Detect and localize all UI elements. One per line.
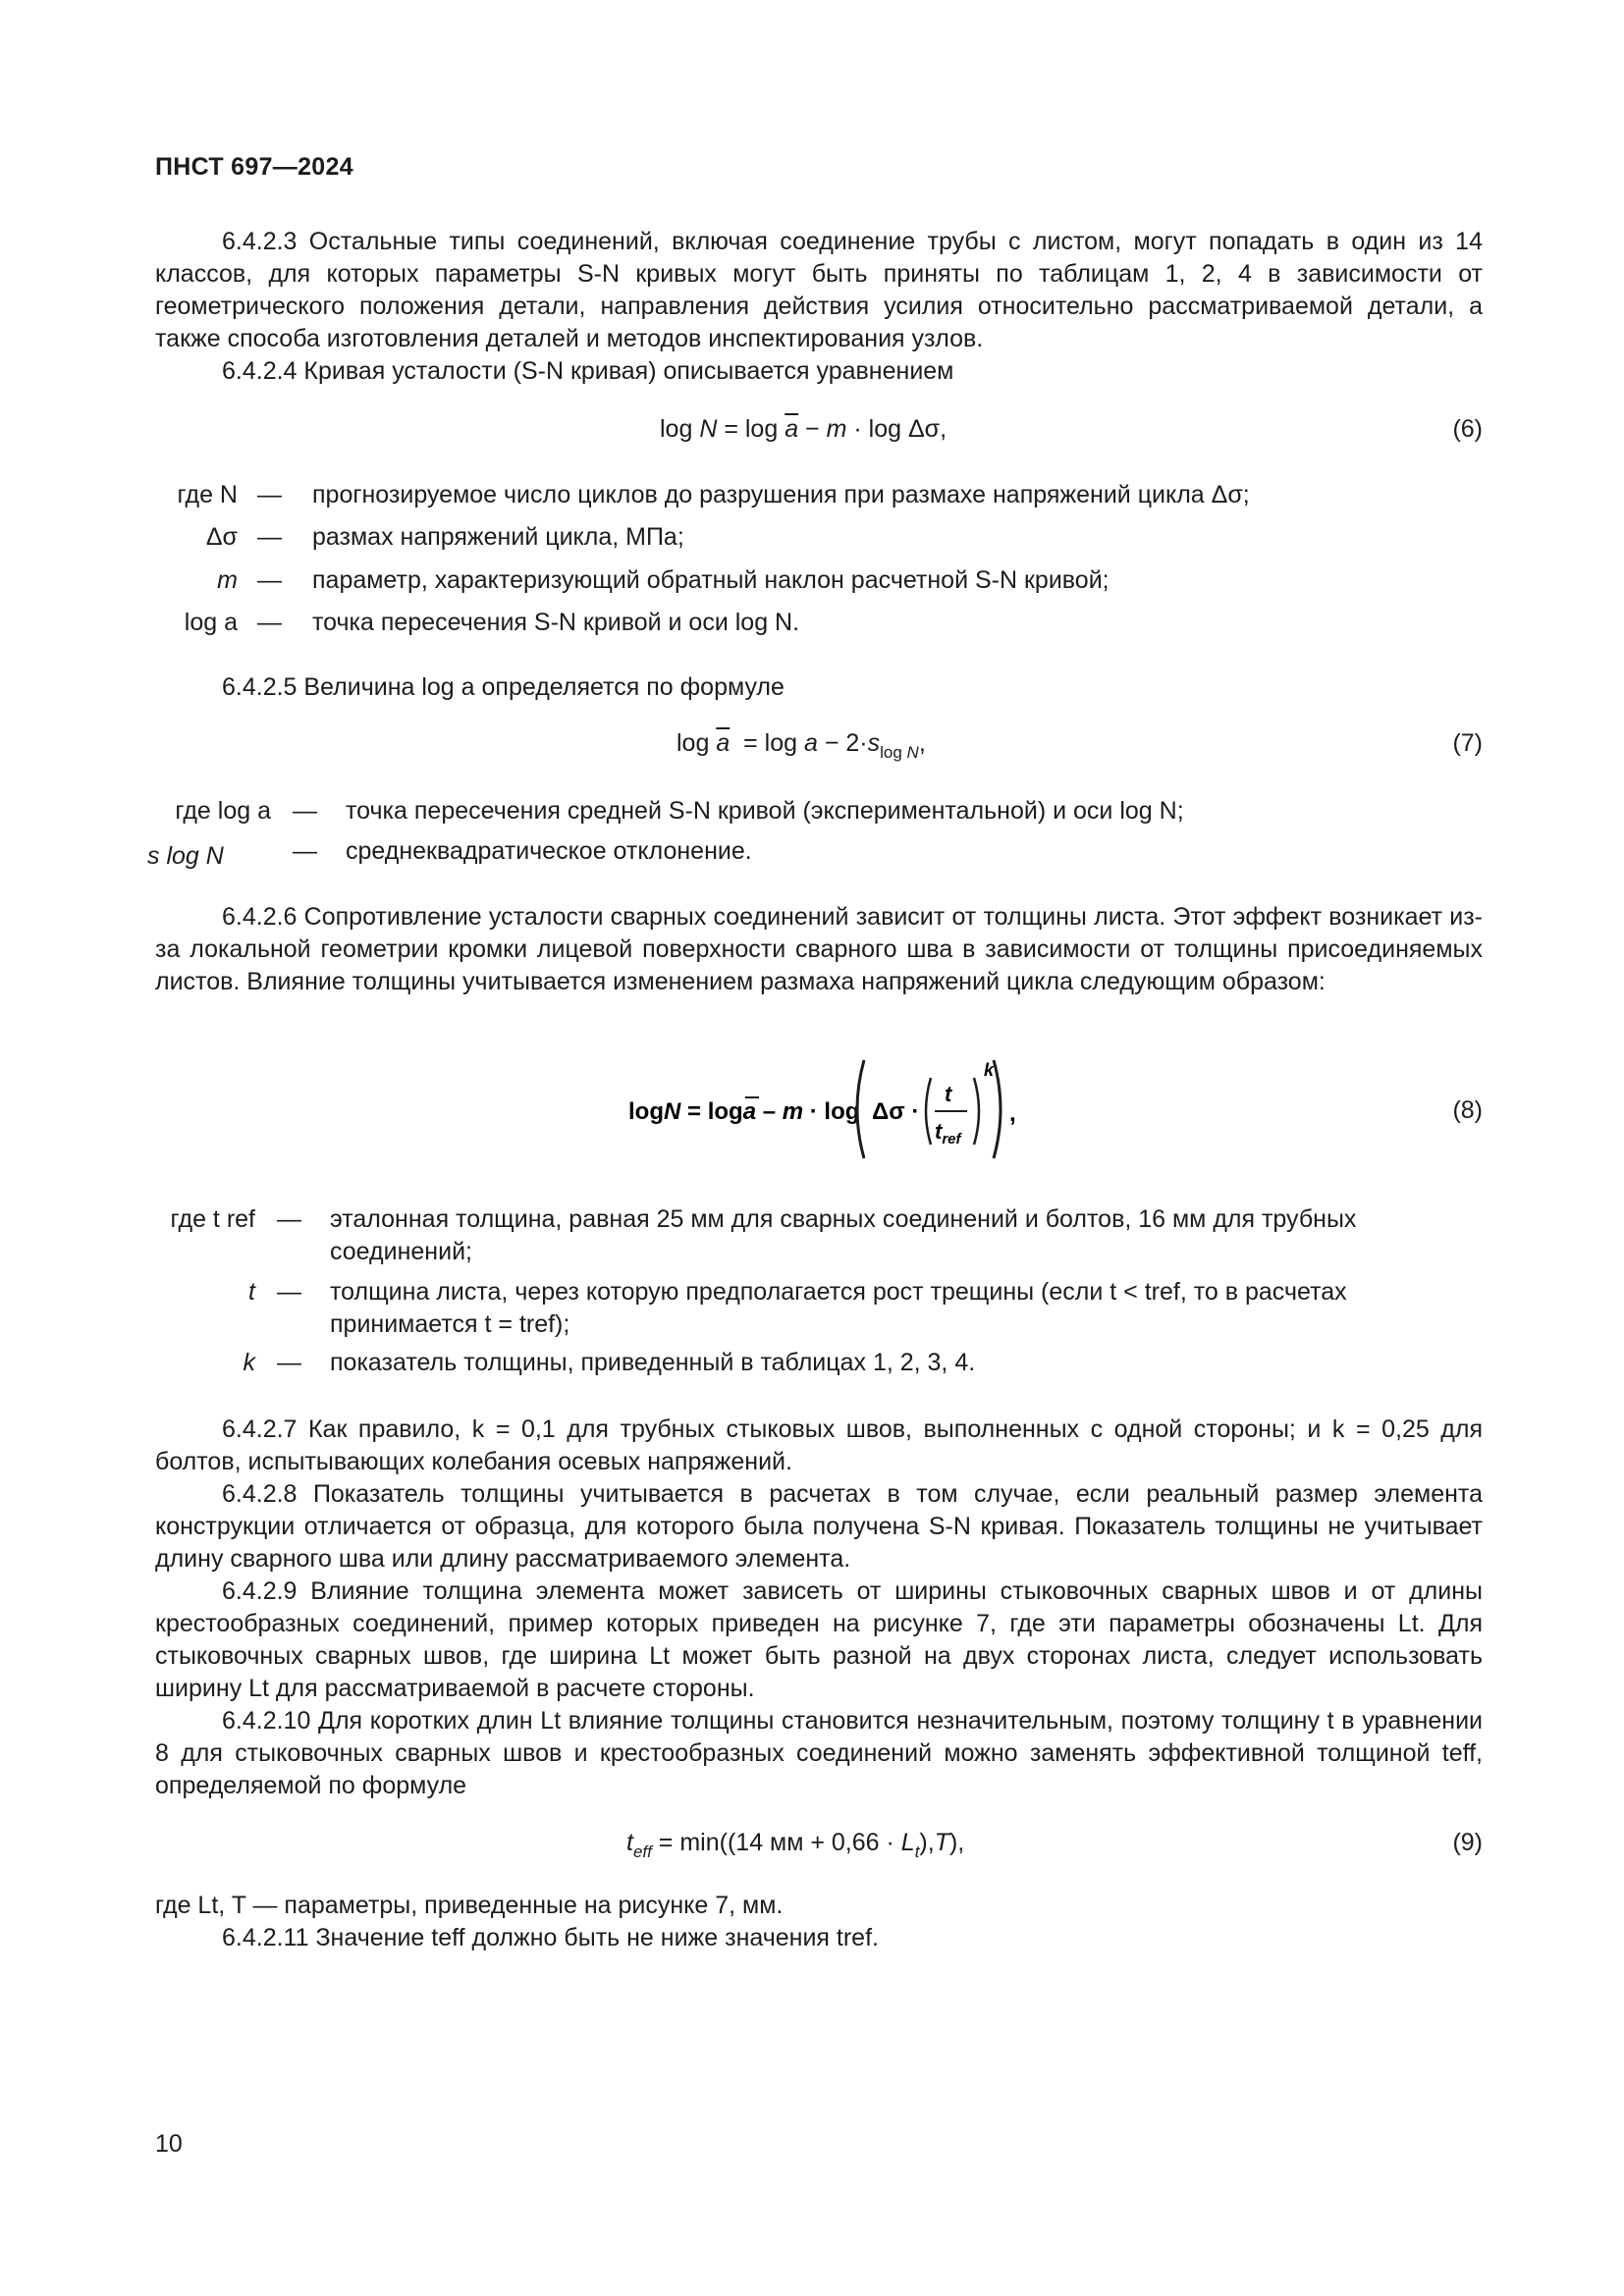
paragraph-6-4-2-4: 6.4.2.4 Кривая усталости (S-N кривая) описывается уравнением [222,357,954,385]
where8-dash: — [277,1278,301,1306]
where6-dash: — [257,481,282,508]
paragraph-6-4-2-11: 6.4.2.11 Значение teff должно быть не ниже значения tref. [222,1924,879,1951]
paragraph-6-4-2-10: 6.4.2.10 Для коротких длин Lt влияние толщины становится незначительным, поэтому толщину t в уравнении 8 для стыковочных сварных швов и крестообразных соединений можно заменять эффективной толщиной teff, определяемой по формуле [155,1707,1483,1799]
where6-def-loga: точка пересечения S-N кривой и оси log N. [312,609,800,636]
where7-label-slogN: s log N [147,842,224,870]
where8-label-tref: где t ref [170,1205,255,1233]
equation-9-number: (9) [1452,1829,1483,1856]
where6-label-loga: log a [184,609,238,636]
where6-label-N: где N [177,481,238,508]
svg-text:Δσ ·: Δσ · [872,1098,920,1125]
where6-dash: — [257,566,282,594]
equation-7: $\log \overline{a} = \log a - 2\cdot s_{log N}$, [677,729,926,762]
where7-label-loga: где log a [175,797,271,825]
where9-text: где Lt, T — параметры, приведенные на рисунке 7, мм. [155,1892,784,1919]
paragraph-6-4-2-7: 6.4.2.7 Как правило, k = 0,1 для трубных стыковых швов, выполненных с одной стороны; и k = 0,25 для болтов, испытывающих колебания осевых напряжений. [155,1415,1483,1475]
where7-dash: — [293,797,317,825]
page-number: 10 [155,2130,183,2158]
equation-9: $t_{eff} = \min((14$ мм + $0,66 \cdot L_t),T$), [626,1829,965,1861]
svg-text:,: , [1009,1100,1016,1127]
paragraph-6-4-2-8: 6.4.2.8 Показатель толщины учитывается в расчетах в том случае, если реальный размер элемента конструкции отличается от образца, для которого была получена S-N кривая. Показатель толщины не учитывает длину сварного шва или длину рассматриваемого элемента. [155,1480,1483,1573]
where8-label-t: t [248,1278,255,1306]
where6-label-m: m [217,566,238,594]
equation-8 [619,1048,1031,1170]
equation-8-number: (8) [1452,1096,1483,1124]
paragraph-6-4-2-3: 6.4.2.3 Остальные типы соединений, включая соединение трубы с листом, могут попадать в один из 14 классов, для которых параметры S-N кривых могут быть приняты по таблицам 1, 2, 4 в зависимости от геометрического положения детали, направления действия усилия относительно рассматриваемой детали, а также способа изготовления деталей и методов инспектирования узлов. [155,228,1483,352]
where6-dash: — [257,523,282,551]
paragraph-6-4-2-6: 6.4.2.6 Сопротивление усталости сварных соединений зависит от толщины листа. Этот эффект возникает из-за локальной геометрии кромки лицевой поверхности сварного шва в зависимости от толщины присоединяемых листов. Влияние толщины учитывается изменением размаха напряжений цикла следующим образом: [155,903,1483,995]
svg-text:tref: $t_{ref}$ [935,1119,961,1148]
where6-label-dsigma: Δσ [205,523,238,551]
where6-def-N: прогнозируемое число циклов до разрушения при размахе напряжений цикла Δσ; [312,481,1250,508]
svg-text:logN = loga – m · log: logN = loga – m · log [628,1098,860,1125]
where8-dash: — [277,1349,301,1376]
paragraph-6-4-2-5: 6.4.2.5 Величина log a определяется по формуле [222,673,785,701]
where7-def-slogN: среднеквадратическое отклонение. [346,837,752,865]
where8-def-k: показатель толщины, приведенный в таблицах 1, 2, 3, 4. [330,1349,976,1376]
where7-dash: — [293,837,317,865]
where8-dash: — [277,1205,301,1233]
svg-text:t: t [945,1082,952,1106]
where8-label-k: k [243,1349,255,1376]
equation-6-number: (6) [1452,415,1483,443]
where6-dash: — [257,609,282,636]
svg-text:k: k [984,1060,995,1080]
where6-def-m: параметр, характеризующий обратный наклон расчетной S-N кривой; [312,566,1110,594]
where8-def-t: толщина листа, через которую предполагается рост трещины (если t < tref, то в расчетах принимается t = tref); [330,1278,1347,1338]
where7-def-loga: точка пересечения средней S-N кривой (экспериментальной) и оси log N; [346,797,1184,825]
paragraph-6-4-2-9: 6.4.2.9 Влияние толщина элемента может зависеть от ширины стыковочных сварных швов и от длины крестообразных соединений, пример которых приведен на рисунке 7, где эти параметры обозначены Lt. Для стыковочных сварных швов, где ширина Lt может быть разной на двух сторонах листа, следует использовать ширину Lt для рассматриваемой в расчете стороны. [155,1577,1483,1702]
where6-def-dsigma: размах напряжений цикла, МПа; [312,523,684,551]
equation-7-number: (7) [1452,729,1483,757]
document-header: ПНСТ 697—2024 [155,153,353,181]
where8-def-tref: эталонная толщина, равная 25 мм для сварных соединений и болтов, 16 мм для трубных соединений; [330,1205,1357,1265]
equation-6: $\log N = \log \overline{a} - m \cdot \log \Delta\sigma$, [660,415,947,443]
